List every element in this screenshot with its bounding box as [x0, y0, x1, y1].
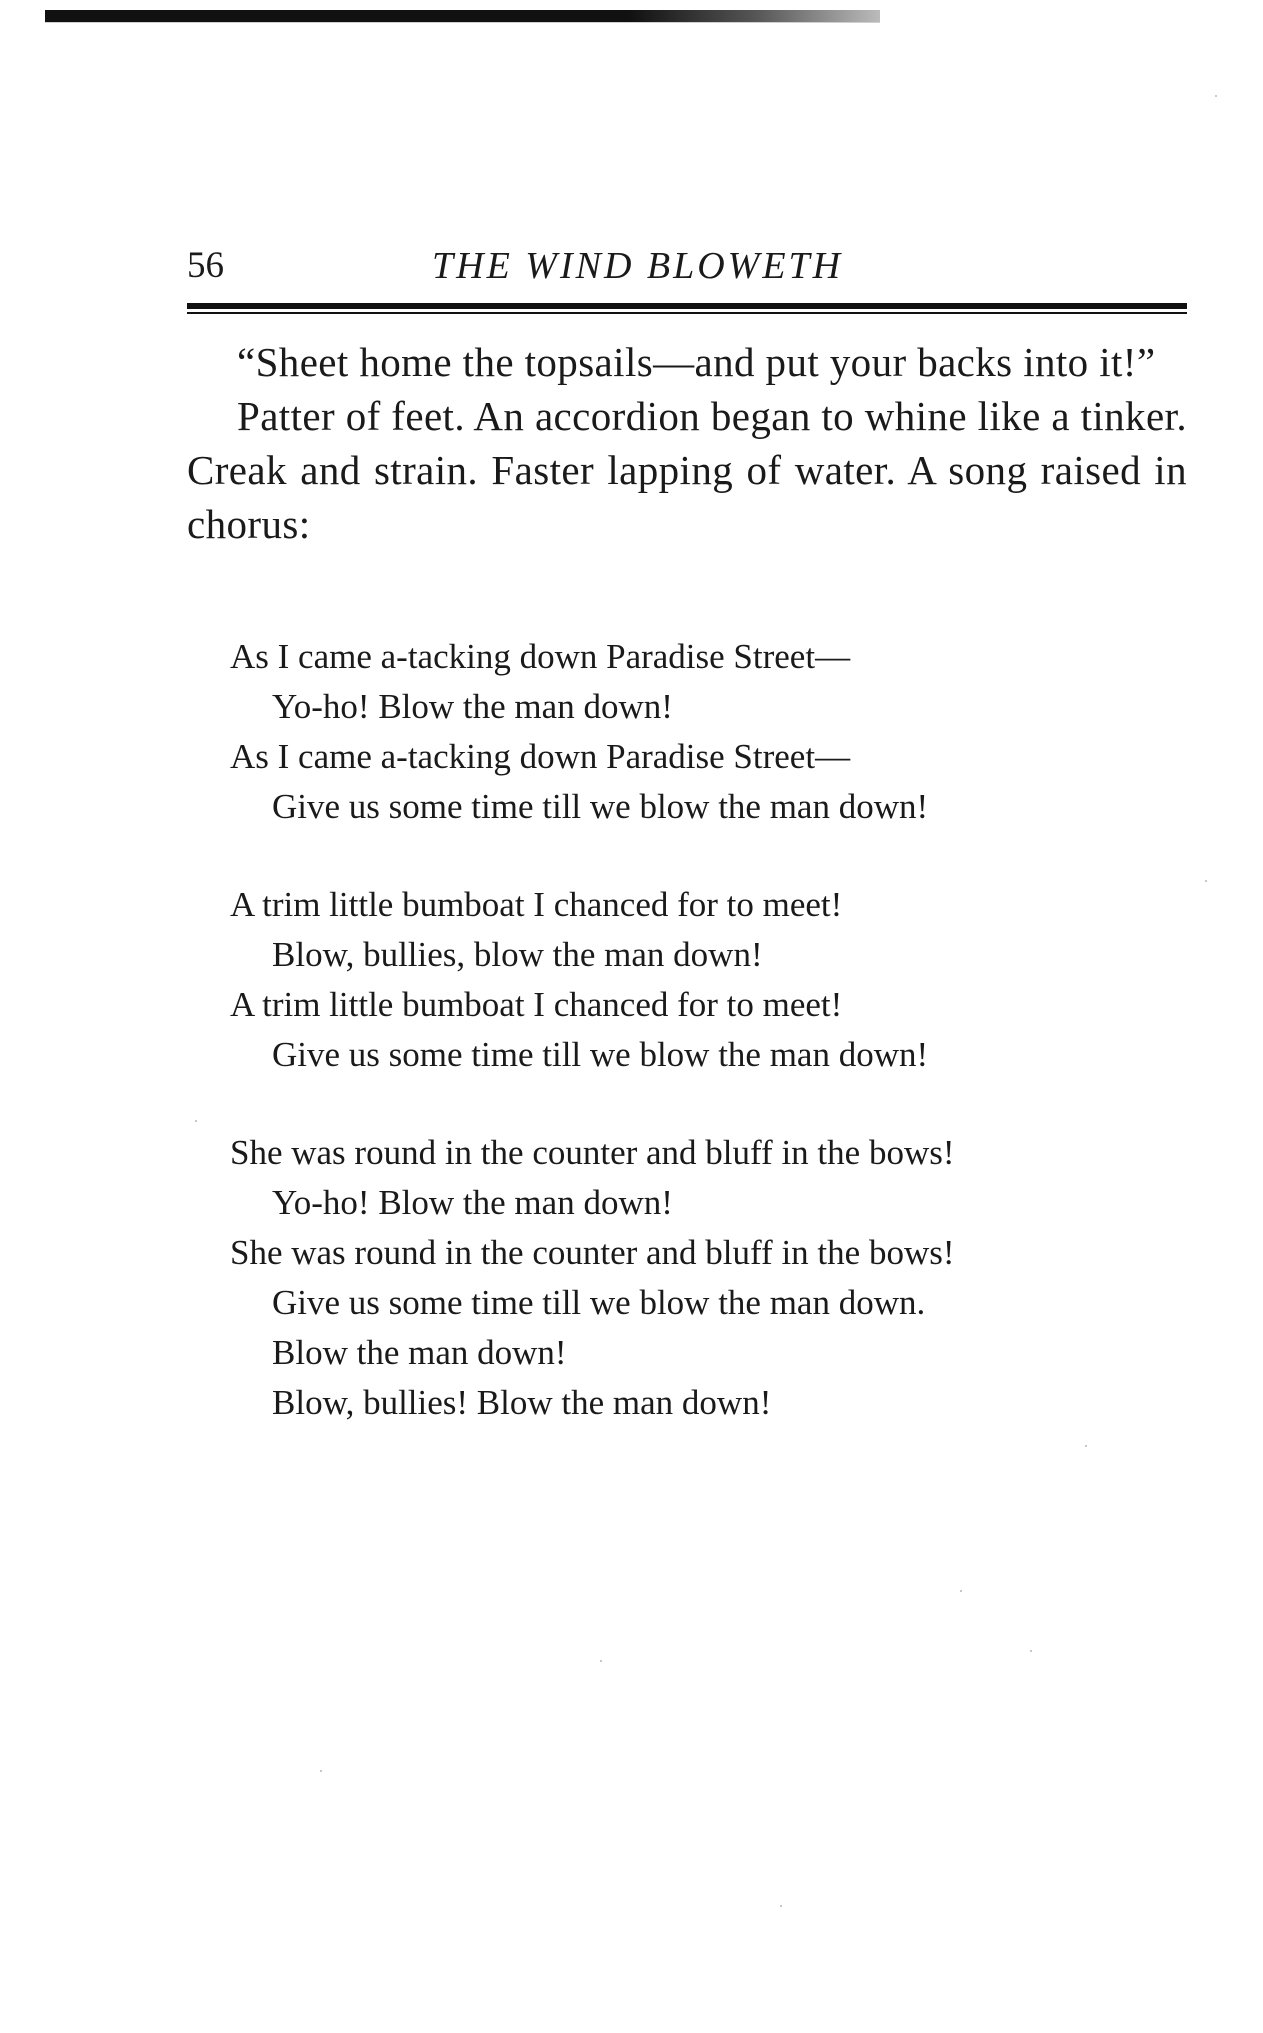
verse-line: She was round in the counter and bluff in the bows!	[230, 1133, 955, 1172]
verse-line: As I came a-tacking down Paradise Street—	[230, 737, 851, 776]
paragraph: “Sheet home the topsails—and put your backs into it!”	[237, 339, 1156, 385]
verse-line: She was round in the counter and bluff in the bows!	[230, 1233, 955, 1272]
scan-edge-line	[45, 22, 880, 23]
speck	[1030, 1650, 1032, 1652]
stanza	[230, 880, 1180, 1080]
speck	[195, 1120, 197, 1122]
song-verses	[230, 632, 1180, 1476]
speck	[1085, 1445, 1087, 1447]
page-header	[187, 244, 1187, 292]
verse-line: Give us some time till we blow the man down.	[272, 1283, 926, 1322]
header-rule-thin	[187, 312, 1187, 314]
page-number: 56	[187, 245, 224, 286]
speck	[780, 1905, 782, 1907]
stanza	[230, 1128, 1180, 1428]
verse-line: Give us some time till we blow the man down!	[272, 1035, 929, 1074]
speck	[1215, 95, 1217, 97]
verse-line: Blow, bullies! Blow the man down!	[272, 1383, 772, 1422]
stanza	[230, 632, 1180, 832]
verse-line: Yo-ho! Blow the man down!	[272, 687, 673, 726]
speck	[1205, 880, 1207, 882]
verse-line: Yo-ho! Blow the man down!	[272, 1183, 673, 1222]
header-rule-thick	[187, 303, 1187, 309]
verse-line: Blow the man down!	[272, 1333, 567, 1372]
verse-line: As I came a-tacking down Paradise Street—	[230, 637, 851, 676]
speck	[320, 1770, 322, 1772]
verse-line: A trim little bumboat I chanced for to meet!	[230, 885, 843, 924]
speck	[600, 1660, 602, 1662]
prose-body	[187, 335, 1187, 551]
paragraph: Patter of feet. An accordion began to whine like a tinker. Creak and strain. Faster lapping of water. A song raised in chorus:	[187, 393, 1187, 547]
verse-line: A trim little bumboat I chanced for to meet!	[230, 985, 843, 1024]
verse-line: Give us some time till we blow the man down!	[272, 787, 929, 826]
verse-line: Blow, bullies, blow the man down!	[272, 935, 763, 974]
running-title: THE WIND BLOWETH	[432, 245, 844, 287]
speck	[960, 1590, 962, 1592]
